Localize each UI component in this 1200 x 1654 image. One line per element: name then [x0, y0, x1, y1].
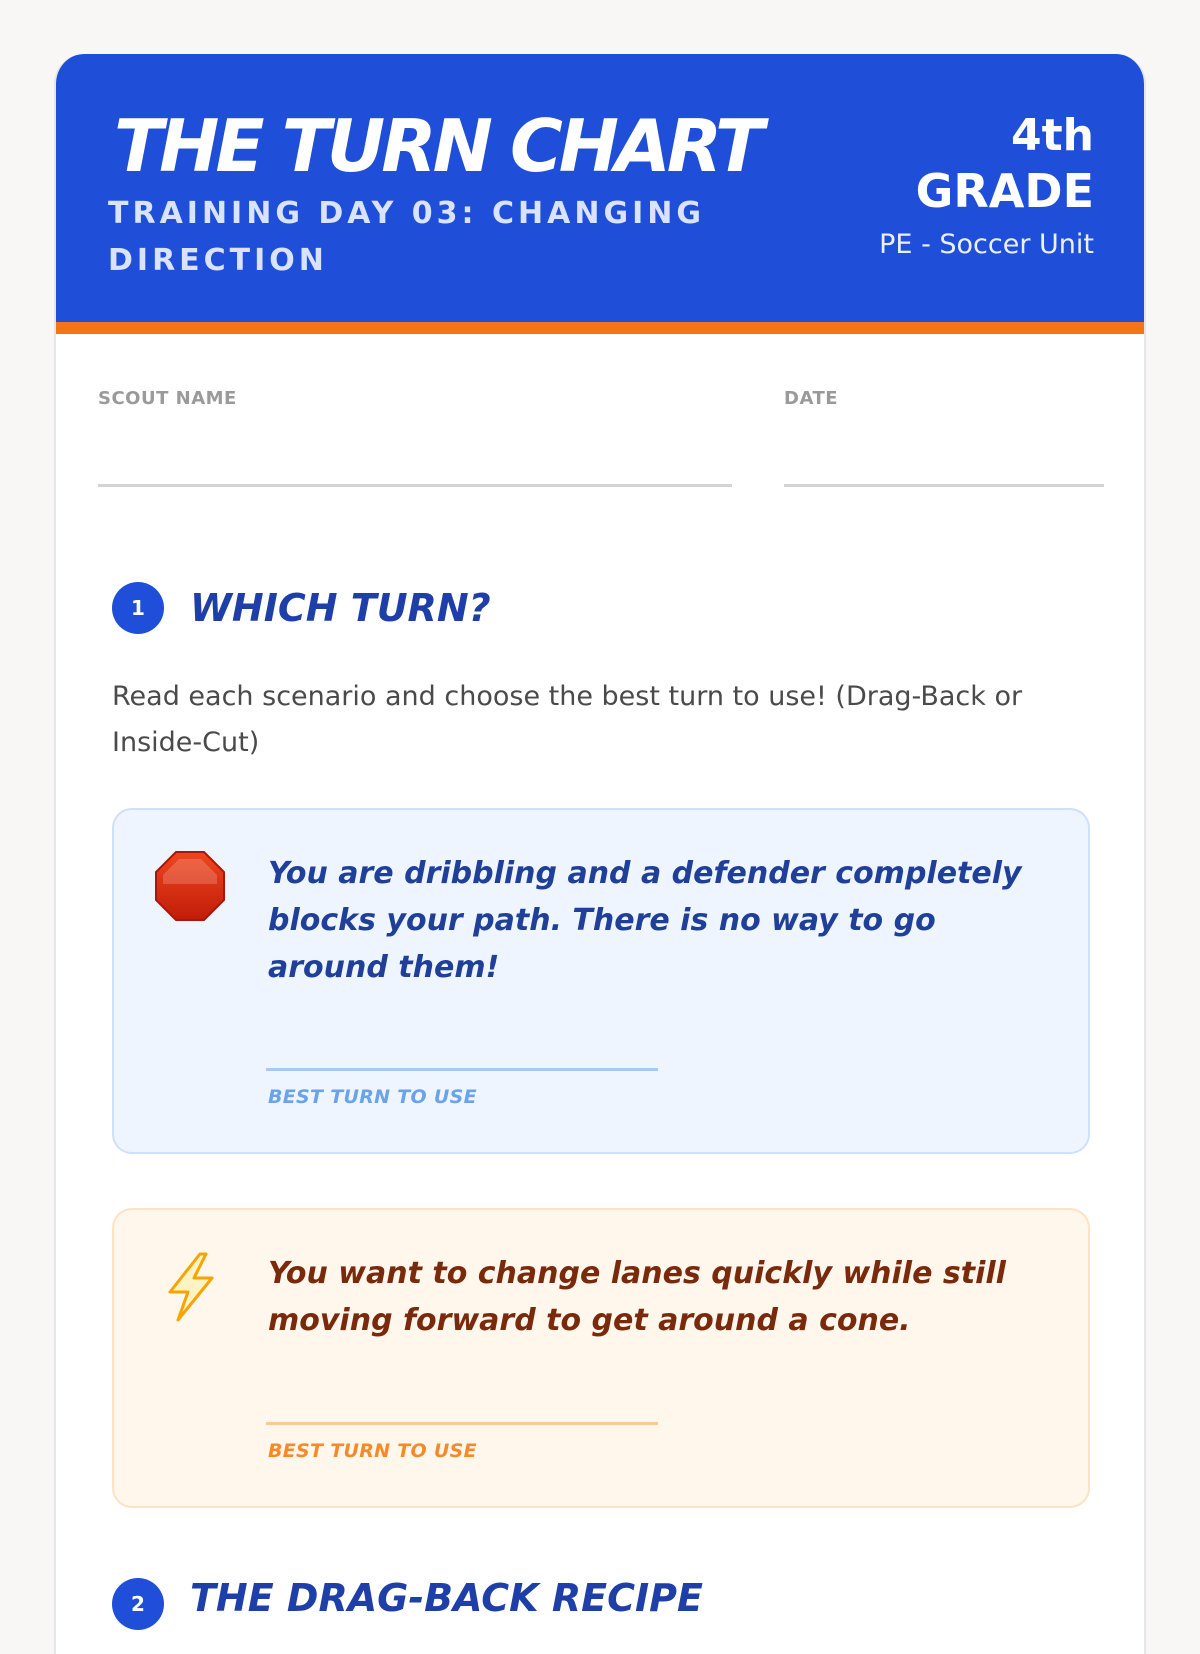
scenario-text: You want to change lanes quickly while still moving forward to get around a cone. [268, 1256, 1006, 1338]
scenario-card [112, 808, 1090, 1154]
scenario-text: You are dribbling and a defender completely blocks your path. There is no way to go around them! [268, 856, 1022, 985]
stop-sign-icon [154, 850, 226, 922]
section-instructions: Read each scenario and choose the best turn to use! (Drag-Back or Inside-Cut) [112, 681, 1023, 758]
worksheet-title: THE TURN CHART [114, 104, 761, 188]
section-number-badge: 1 [112, 582, 164, 634]
scout-name-field[interactable] [98, 484, 732, 487]
grade-label: GRADE [915, 164, 1094, 218]
scout-name-label: SCOUT NAME [98, 388, 237, 409]
grade-block [879, 110, 1094, 266]
answer-label: BEST TURN TO USE [268, 1440, 477, 1462]
worksheet-subtitle: TRAINING DAY 03: CHANGING DIRECTION [108, 196, 705, 278]
date-field[interactable] [784, 484, 1104, 487]
answer-label: BEST TURN TO USE [268, 1086, 477, 1108]
worksheet-page [54, 54, 1146, 1654]
date-label: DATE [784, 388, 839, 409]
grade-number: 4th [1011, 110, 1094, 161]
unit-label: PE - Soccer Unit [879, 229, 1094, 260]
section-title: WHICH TURN? [190, 586, 491, 630]
section-number-badge: 2 [112, 1578, 164, 1630]
lightning-icon [154, 1250, 226, 1322]
scenario-card [112, 1208, 1090, 1508]
answer-field[interactable] [266, 1422, 658, 1425]
section-title: THE DRAG-BACK RECIPE [190, 1576, 703, 1620]
answer-field[interactable] [266, 1068, 658, 1071]
worksheet-header [54, 54, 1146, 334]
